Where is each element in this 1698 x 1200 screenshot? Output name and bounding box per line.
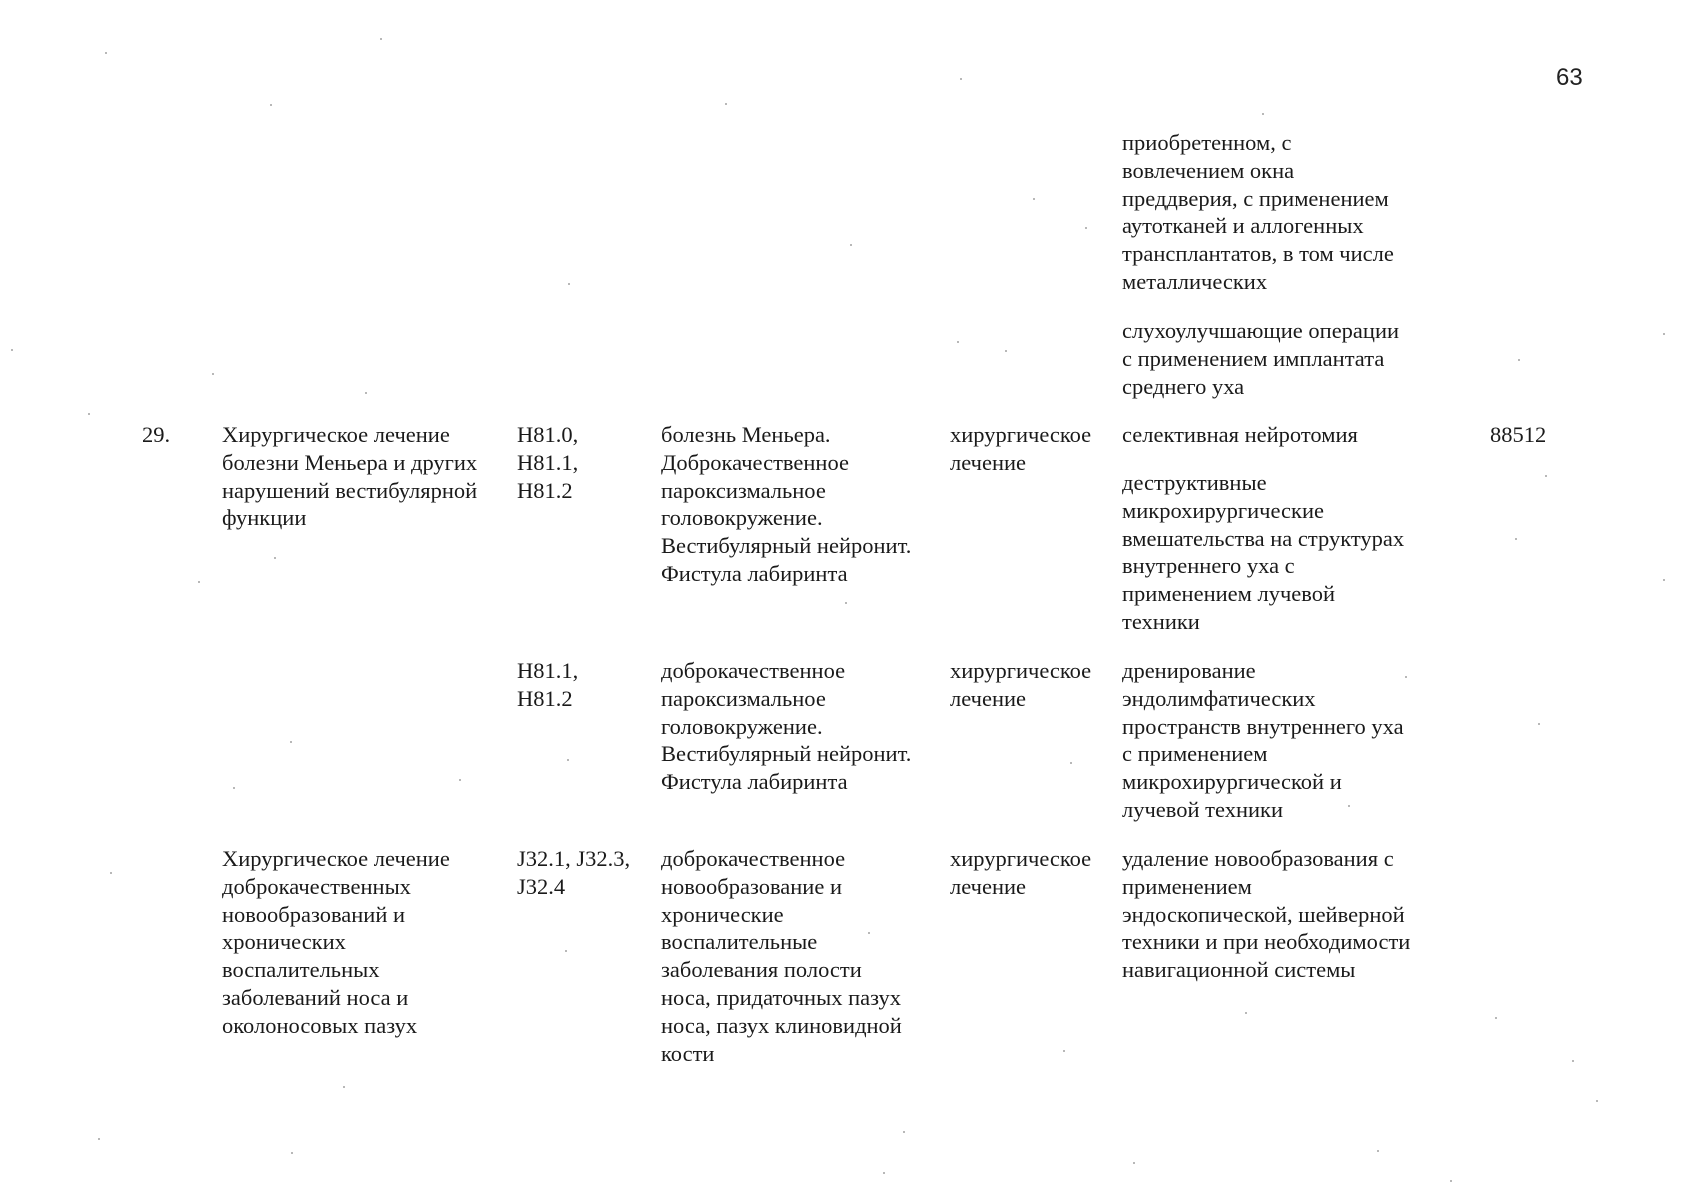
scan-speck xyxy=(845,602,847,604)
scan-speck xyxy=(343,1086,345,1088)
scan-speck xyxy=(883,1172,885,1174)
page-number: 63 xyxy=(1556,64,1583,91)
scan-speck xyxy=(1663,579,1665,581)
scan-speck xyxy=(290,741,292,743)
method-1b: деструктивные микрохирургические вмешательства на структурах внутреннего уха с применением лучевой техники xyxy=(1122,470,1405,634)
patient-model-1: болезнь Меньера. Доброкачественное пароксизмальное головокружение. Вестибулярный нейронит. Фистула лабиринта xyxy=(661,422,912,586)
treatment-type-1: хирургическое лечение xyxy=(950,422,1092,475)
scan-speck xyxy=(274,557,276,559)
icd-codes-2: H81.1, H81.2 xyxy=(517,658,579,711)
scan-speck xyxy=(725,103,727,105)
method-2: дренирование эндолимфатических пространств внутреннего уха с применением микрохирургической и лучевой техники xyxy=(1122,658,1404,822)
scan-speck xyxy=(1495,1017,1497,1019)
scan-speck xyxy=(850,244,852,246)
scan-speck xyxy=(1262,113,1264,115)
scan-speck xyxy=(98,1138,100,1140)
scan-speck xyxy=(1572,1060,1574,1062)
icd-codes-1: H81.0, H81.1, H81.2 xyxy=(517,422,579,503)
scan-speck xyxy=(459,779,461,781)
method-3: удаление новообразования с применением эндоскопической, шейверной техники и при необходимости навигационной системы xyxy=(1122,846,1411,983)
scan-speck xyxy=(567,759,569,761)
scan-speck xyxy=(565,950,567,952)
scan-speck xyxy=(568,283,570,285)
scan-speck xyxy=(1596,1100,1598,1102)
patient-model-2: доброкачественное пароксизмальное головокружение. Вестибулярный нейронит. Фистула лабиринта xyxy=(661,658,912,795)
vmp-name-1: Хирургическое лечение болезни Меньера и других нарушений вестибулярной функции xyxy=(222,422,478,531)
scan-speck xyxy=(1005,350,1007,352)
scan-speck xyxy=(291,1152,293,1154)
scan-speck xyxy=(1033,198,1035,200)
scan-speck xyxy=(88,413,90,415)
scan-speck xyxy=(198,581,200,583)
row-number: 29. xyxy=(142,422,171,447)
patient-model-3: доброкачественное новообразование и хронические воспалительные заболевания полости носа, придаточных пазух носа, пазух клиновидной кости xyxy=(661,846,902,1066)
scan-speck xyxy=(868,932,870,934)
scan-speck xyxy=(1085,227,1087,229)
scan-speck xyxy=(903,1131,905,1133)
scan-speck xyxy=(1663,333,1665,335)
scan-speck xyxy=(1070,762,1072,764)
scan-speck xyxy=(212,373,214,375)
scan-speck xyxy=(1348,805,1350,807)
scan-speck xyxy=(110,872,112,874)
scan-speck xyxy=(1405,676,1407,678)
scan-speck xyxy=(1377,1150,1379,1152)
scan-speck xyxy=(1450,1180,1452,1182)
scan-speck xyxy=(1063,1050,1065,1052)
scan-speck xyxy=(1245,1012,1247,1014)
scan-speck xyxy=(960,78,962,80)
scan-speck xyxy=(105,52,107,54)
scan-speck xyxy=(957,341,959,343)
scan-speck xyxy=(365,392,367,394)
scan-speck xyxy=(270,104,272,106)
scan-speck xyxy=(1133,1162,1135,1164)
continuation-method-1: приобретенном, с вовлечением окна преддверия, с применением аутотканей и аллогенных трансплантатов, в том числе металлических xyxy=(1122,130,1394,294)
treatment-type-3: хирургическое лечение xyxy=(950,846,1092,899)
scan-speck xyxy=(1515,538,1517,540)
scan-speck xyxy=(233,787,235,789)
scan-speck xyxy=(380,38,382,40)
cost: 88512 xyxy=(1490,422,1547,447)
scan-speck xyxy=(1545,475,1547,477)
continuation-method-2: слухоулучшающие операции с применением имплантата среднего уха xyxy=(1122,318,1400,399)
scan-speck xyxy=(1538,723,1540,725)
scan-speck xyxy=(11,349,13,351)
vmp-name-2: Хирургическое лечение доброкачественных новообразований и хронических воспалительных заболеваний носа и околоносовых пазух xyxy=(222,846,450,1038)
icd-codes-3: J32.1, J32.3, J32.4 xyxy=(517,846,631,899)
treatment-type-2: хирургическое лечение xyxy=(950,658,1092,711)
scan-speck xyxy=(1518,359,1520,361)
method-1a: селективная нейротомия xyxy=(1122,422,1358,447)
